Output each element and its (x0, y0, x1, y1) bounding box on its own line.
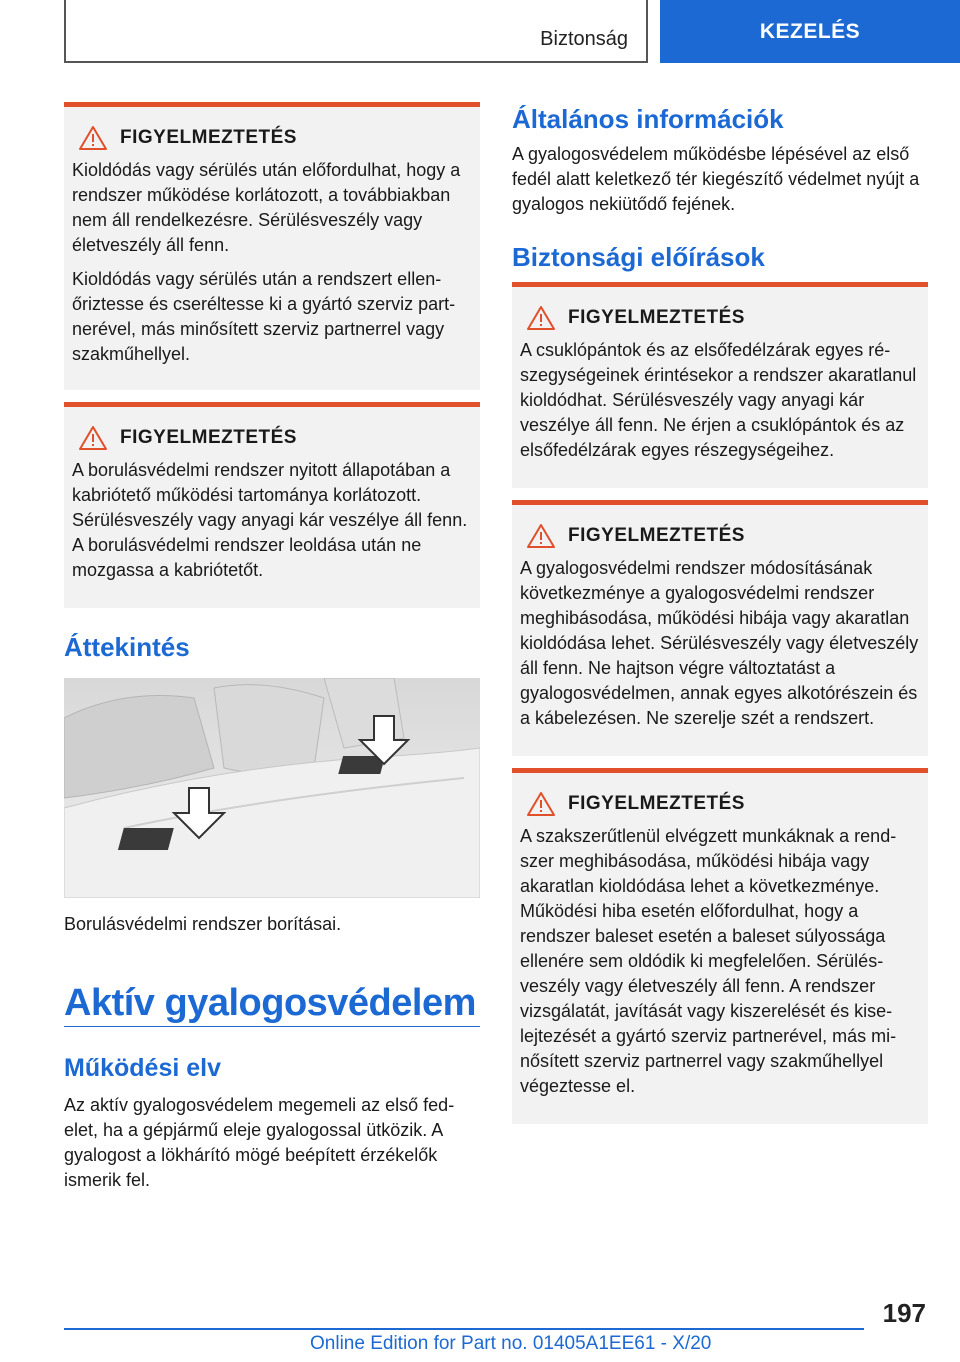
principle-text: Az aktív gyalogosvédelem megemeli az első fedelet, ha a gépjármű eleje gyalogossal ütközik. A gyalogost a lökhárító mögé beépített érzékelők ismerik fel. (64, 1095, 455, 1190)
warning-title: FIGYELMEZTETÉS (120, 127, 297, 148)
warning-text: A csuklópántok és az elsőfedélzárak egyes részegységeinek érintésekor a rendszer akaratlanul kioldódhat. Sérülésveszély vagy anyagi kár veszélye áll fenn. Ne érjen a csuklópántok és az elsőfedélzárak egyes részegységeihez. (520, 340, 917, 460)
warning-text: A gyalogosvédelmi rendszer módosításának következménye a gyalogosvédelmi rendszer meghibásodása, működési hibája vagy akaratlan kioldódása lehet. Sérülésveszély vagy életveszély áll fenn. Ne hajtson végre változtatást a gyalogosvédelmen, annak egyes alkotórészein és a kábelezésen. Ne szerelje szét a rendszert. (520, 558, 919, 728)
warning-text: Kioldódás vagy sérülés után előfordulhat, hogy a rendszer működése korlátozott, a továbbiakban nem áll rendelkezésre. Sérülésveszély vagy életveszély áll fenn. (72, 160, 461, 255)
footer-rule (64, 1328, 864, 1330)
rollover-protection-figure (64, 678, 480, 898)
warning-title: FIGYELMEZTETÉS (568, 793, 745, 814)
warning-title: FIGYELMEZTETÉS (568, 525, 745, 546)
section-title: Biztonság (540, 28, 628, 50)
heading-rule (64, 1026, 480, 1027)
right-column (512, 282, 928, 1124)
warning-box-2 (64, 402, 480, 608)
edition-footer: Online Edition for Part no. 01405A1EE61 - X/20 (310, 1333, 712, 1354)
warning-triangle-icon (526, 305, 556, 331)
header-frame (64, 0, 648, 63)
general-info-text: A gyalogosvédelem működésbe lépésével az első fedél alatt keletkező tér kiegészítő védelmet nyújt a gyalogos nekiütődő fejének. (512, 144, 920, 214)
warning-box-1 (64, 102, 480, 390)
warning-title: FIGYELMEZTETÉS (120, 427, 297, 448)
page-number: 197 (882, 1298, 926, 1328)
warning-box-5 (512, 768, 928, 1124)
warning-text: A szakszerűtlenül elvégzett munkáknak a rendszer meghibásodása, működési hibája vagy akaratlan kioldódása lehet a következménye. Működési hiba esetén előfordulhat, hogy a rendszer baleset esetén a baleset súlyossága ellenére sem oldódik ki megfelelően. Sérülésveszély vagy életveszély áll fenn. A rendszer vizsgálatát, javítását vagy kiszerelését és kiselejtezését a gyártó szerviz partnerével, más minősített szerviz partnerrel vagy szakműhellyel végeztesse el. (520, 826, 897, 1096)
warning-triangle-icon (78, 425, 108, 451)
warning-triangle-icon (78, 125, 108, 151)
principle-heading: Működési elv (64, 1054, 221, 1082)
warning-box-3 (512, 282, 928, 488)
figure-caption: Borulásvédelmi rendszer borításai. (64, 914, 342, 934)
warning-box-4 (512, 500, 928, 756)
car-interior-illustration (64, 678, 480, 898)
overview-heading: Áttekintés (64, 632, 190, 662)
warning-title: FIGYELMEZTETÉS (568, 307, 745, 328)
warning-text: A borulásvédelmi rendszer nyitott állapotában a kabriótető működési tartománya korlátozott. Sérülésveszély vagy anyagi kár veszélye áll fenn. A borulásvédelmi rendszer leoldása után ne mozgassa a kabriótetőt. (72, 460, 468, 580)
chapter-tab: KEZELÉS (660, 0, 960, 63)
warning-triangle-icon (526, 791, 556, 817)
main-heading: Aktív gyalogosvédelem (64, 982, 476, 1024)
left-column (64, 102, 480, 608)
safety-heading: Biztonsági előírások (512, 242, 765, 272)
warning-triangle-icon (526, 523, 556, 549)
general-info-heading: Általános információk (512, 104, 784, 134)
warning-text: Kioldódás vagy sérülés után a rendszert ellenőriztesse és cseréltesse ki a gyártó szerviz partnerével, más minősített szerviz partnerrel vagy szakműhellyel. (72, 269, 456, 364)
